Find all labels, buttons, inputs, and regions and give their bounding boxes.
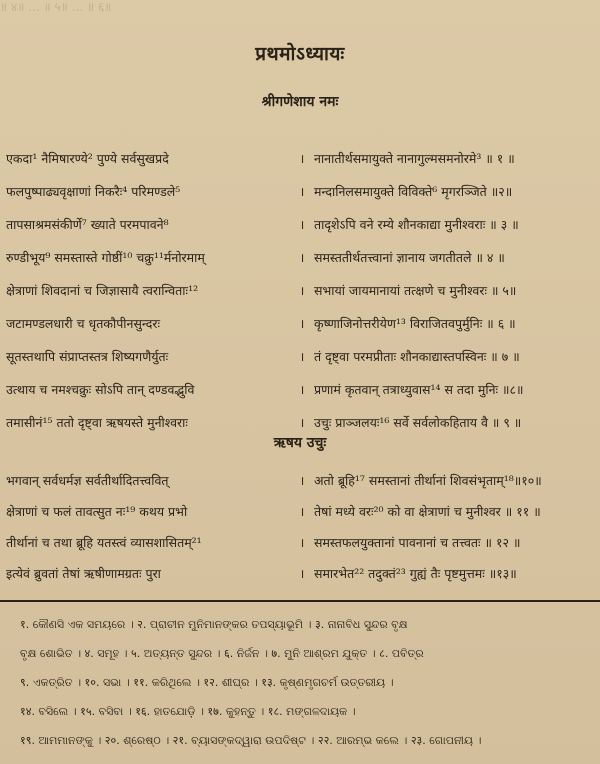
verse-line [0, 563, 600, 585]
verse-left: तीर्थानां च तथा ब्रूहि यतस्त्वं व्यासशासितम्²¹ [6, 535, 202, 550]
verse-divider: । [299, 566, 305, 581]
verse-right: कृष्णाजिनोत्तरीयेण¹³ विराजितवपुर्मुनिः ॥ ६ ॥ [314, 316, 516, 331]
verse-left: तमासीनं¹⁵ ततो दृष्ट्वा ऋषयस्ते मुनीश्वराः [6, 415, 188, 430]
verse-divider: । [299, 283, 305, 298]
verse-divider: । [299, 151, 305, 166]
verse-left: इत्येवं ब्रुवतां तेषां ऋषीणामग्रतः पुरा [6, 566, 161, 581]
footnote-divider [0, 600, 600, 602]
verse-line [0, 247, 600, 269]
footnote-line: १. କୌଣସି ଏକ ସମୟରେ । २. ପ୍ରାଚୀନ ମୁନିମାନଙ୍କର ତପସ୍ୟାଭୂମି । ३. ନାନାବିଧ ସୁନ୍ଦର ବୃକ୍ଷ [20, 618, 408, 631]
verse-right: तेषां मध्ये वरः²⁰ को वा क्षेत्राणां च मुनीश्वर ॥ ११ ॥ [314, 504, 541, 519]
verse-divider: । [299, 250, 305, 265]
verse-divider: । [299, 316, 305, 331]
verse-left: क्षेत्राणां शिवदानां च जिज्ञासायै त्वरान्विताः¹² [6, 283, 199, 298]
verse-left: भगवान् सर्वधर्मज्ञ सर्वतीर्थादितत्त्ववित् [6, 473, 169, 488]
verse-line [0, 532, 600, 554]
invocation-line: श्रीगणेशाय नमः [261, 94, 339, 110]
verse-left: एकदा¹ नैमिषारण्ये² पुण्ये सर्वसुखप्रदे [6, 151, 169, 166]
verse-left: तापसाश्रमसंकीर्णे⁷ ख्याते परमपावने⁸ [6, 217, 169, 232]
chapter-title: प्रथमोऽध्यायः [255, 43, 345, 65]
verse-line [0, 313, 600, 335]
verse-line [0, 470, 600, 492]
verse-right: तं दृष्ट्वा परमप्रीताः शौनकाद्यास्तपस्विनः ॥ ७ ॥ [314, 349, 520, 364]
verse-line [0, 280, 600, 302]
footnote-line: १९. ଆମମାନଙ୍କୁ । २०. ଶ୍ରେଷ୍ଠ । २१. ବ୍ୟାସଙ୍କଦ୍ୱାରା ଉପଦିଷ୍ଟ । २२. ଆରମ୍ଭ କଲେ । २३. ଗୋପନୀୟ । [20, 734, 482, 747]
verse-left: क्षेत्राणां च फलं तावत्सुत नः¹⁹ कथय प्रभो [6, 504, 188, 519]
verse-right: सभायां जायमानायां तत्क्षणे च मुनीश्वरः ॥ ५॥ [314, 283, 517, 298]
verse-right: उचुः प्राञ्जलयः¹⁶ सर्वे सर्वलोकहिताय वै ॥ ९ ॥ [314, 415, 522, 430]
verse-left: सूतस्तथापि संप्राप्तस्तत्र शिष्यगणैर्युतः [6, 349, 169, 364]
verse-right: समारभेत²² तदुक्तं²³ गुह्यं तैः पृष्टमुत्तमः ॥१३॥ [314, 566, 517, 581]
verse-divider: । [299, 349, 305, 364]
verse-line [0, 346, 600, 368]
verse-line [0, 181, 600, 203]
footnote-line: ବୃକ୍ଷ ଶୋଭିତ । ४. ସମୂହ । ५. ଅତ୍ୟନ୍ତ ସୁନ୍ଦର । ६. ନିର୍ଜନ । ७. ମୁନି ଆଶ୍ରମ ଯୁକ୍ତ । ८. ପବିତ୍ର [20, 647, 424, 660]
verse-line [0, 148, 600, 170]
footnote-line: १४. ବସିଲେ । १५. ବସିବା । १६. ହାତଯୋଡ଼ି । १७. କୁହନ୍ତୁ । १८. ମଙ୍ଗଳଦାୟକ । [20, 705, 356, 718]
verse-divider: । [299, 504, 305, 519]
verse-left: उत्थाय च नमश्चक्रुः सोऽपि तान् दण्डवद्भुवि [6, 382, 195, 397]
verse-line [0, 214, 600, 236]
bleed-through-text: ॥ ४॥ ... ॥ ५॥ ... ॥ ६॥ [0, 0, 112, 14]
verse-divider: । [299, 415, 305, 430]
verse-divider: । [299, 535, 305, 550]
verse-divider: । [299, 184, 305, 199]
verse-right: प्रणामं कृतवान् तत्राध्युवास¹⁴ स तदा मुनिः ॥८॥ [314, 382, 524, 397]
verse-right: तादृशेऽपि वने रम्ये शौनकाद्या मुनीश्वराः ॥ ३ ॥ [314, 217, 519, 232]
verse-divider: । [299, 473, 305, 488]
verse-right: समस्ततीर्थतत्त्वानां ज्ञानाय जगतीतले ॥ ४ ॥ [314, 250, 505, 265]
verse-right: मन्दानिलसमायुक्ते विविक्ते⁶ मृगरञ्जिते ॥२॥ [314, 184, 513, 199]
verse-line [0, 412, 600, 434]
verse-left: जटामण्डलधारी च धृतकौपीनसुन्दरः [6, 316, 161, 331]
verse-left: रुण्डीभूय⁹ समस्तास्ते गोष्ठीं¹⁰ चक्रु¹¹र्मनोरमाम् [6, 250, 205, 265]
verse-right: नानातीर्थसमायुक्ते नानागुल्मसमनोरमे³ ॥ १ ॥ [314, 151, 515, 166]
section-heading: ऋषय उचुः [273, 435, 327, 451]
verse-line [0, 379, 600, 401]
verse-left: फलपुष्पाढ्यवृक्षाणां निकरैः⁴ परिमण्डले⁵ [6, 184, 181, 199]
verse-right: समस्तफलयुक्तानां पावनानां च तत्त्वतः ॥ १२ ॥ [314, 535, 521, 550]
verse-divider: । [299, 382, 305, 397]
verse-right: अतो ब्रूहि¹⁷ समस्तानां तीर्थानां शिवसंभृताम्¹⁸॥१०॥ [314, 473, 542, 488]
footnote-line: ९. ଏକତ୍ରିତ । १०. ସଭା । ११. କରିଥିଲେ । १२. ଶୀଘ୍ର । १३. କୃଷ୍ଣମୃଗଚର୍ମ ଉତ୍ତରୀୟ । [20, 676, 394, 689]
verse-divider: । [299, 217, 305, 232]
verse-line [0, 501, 600, 523]
